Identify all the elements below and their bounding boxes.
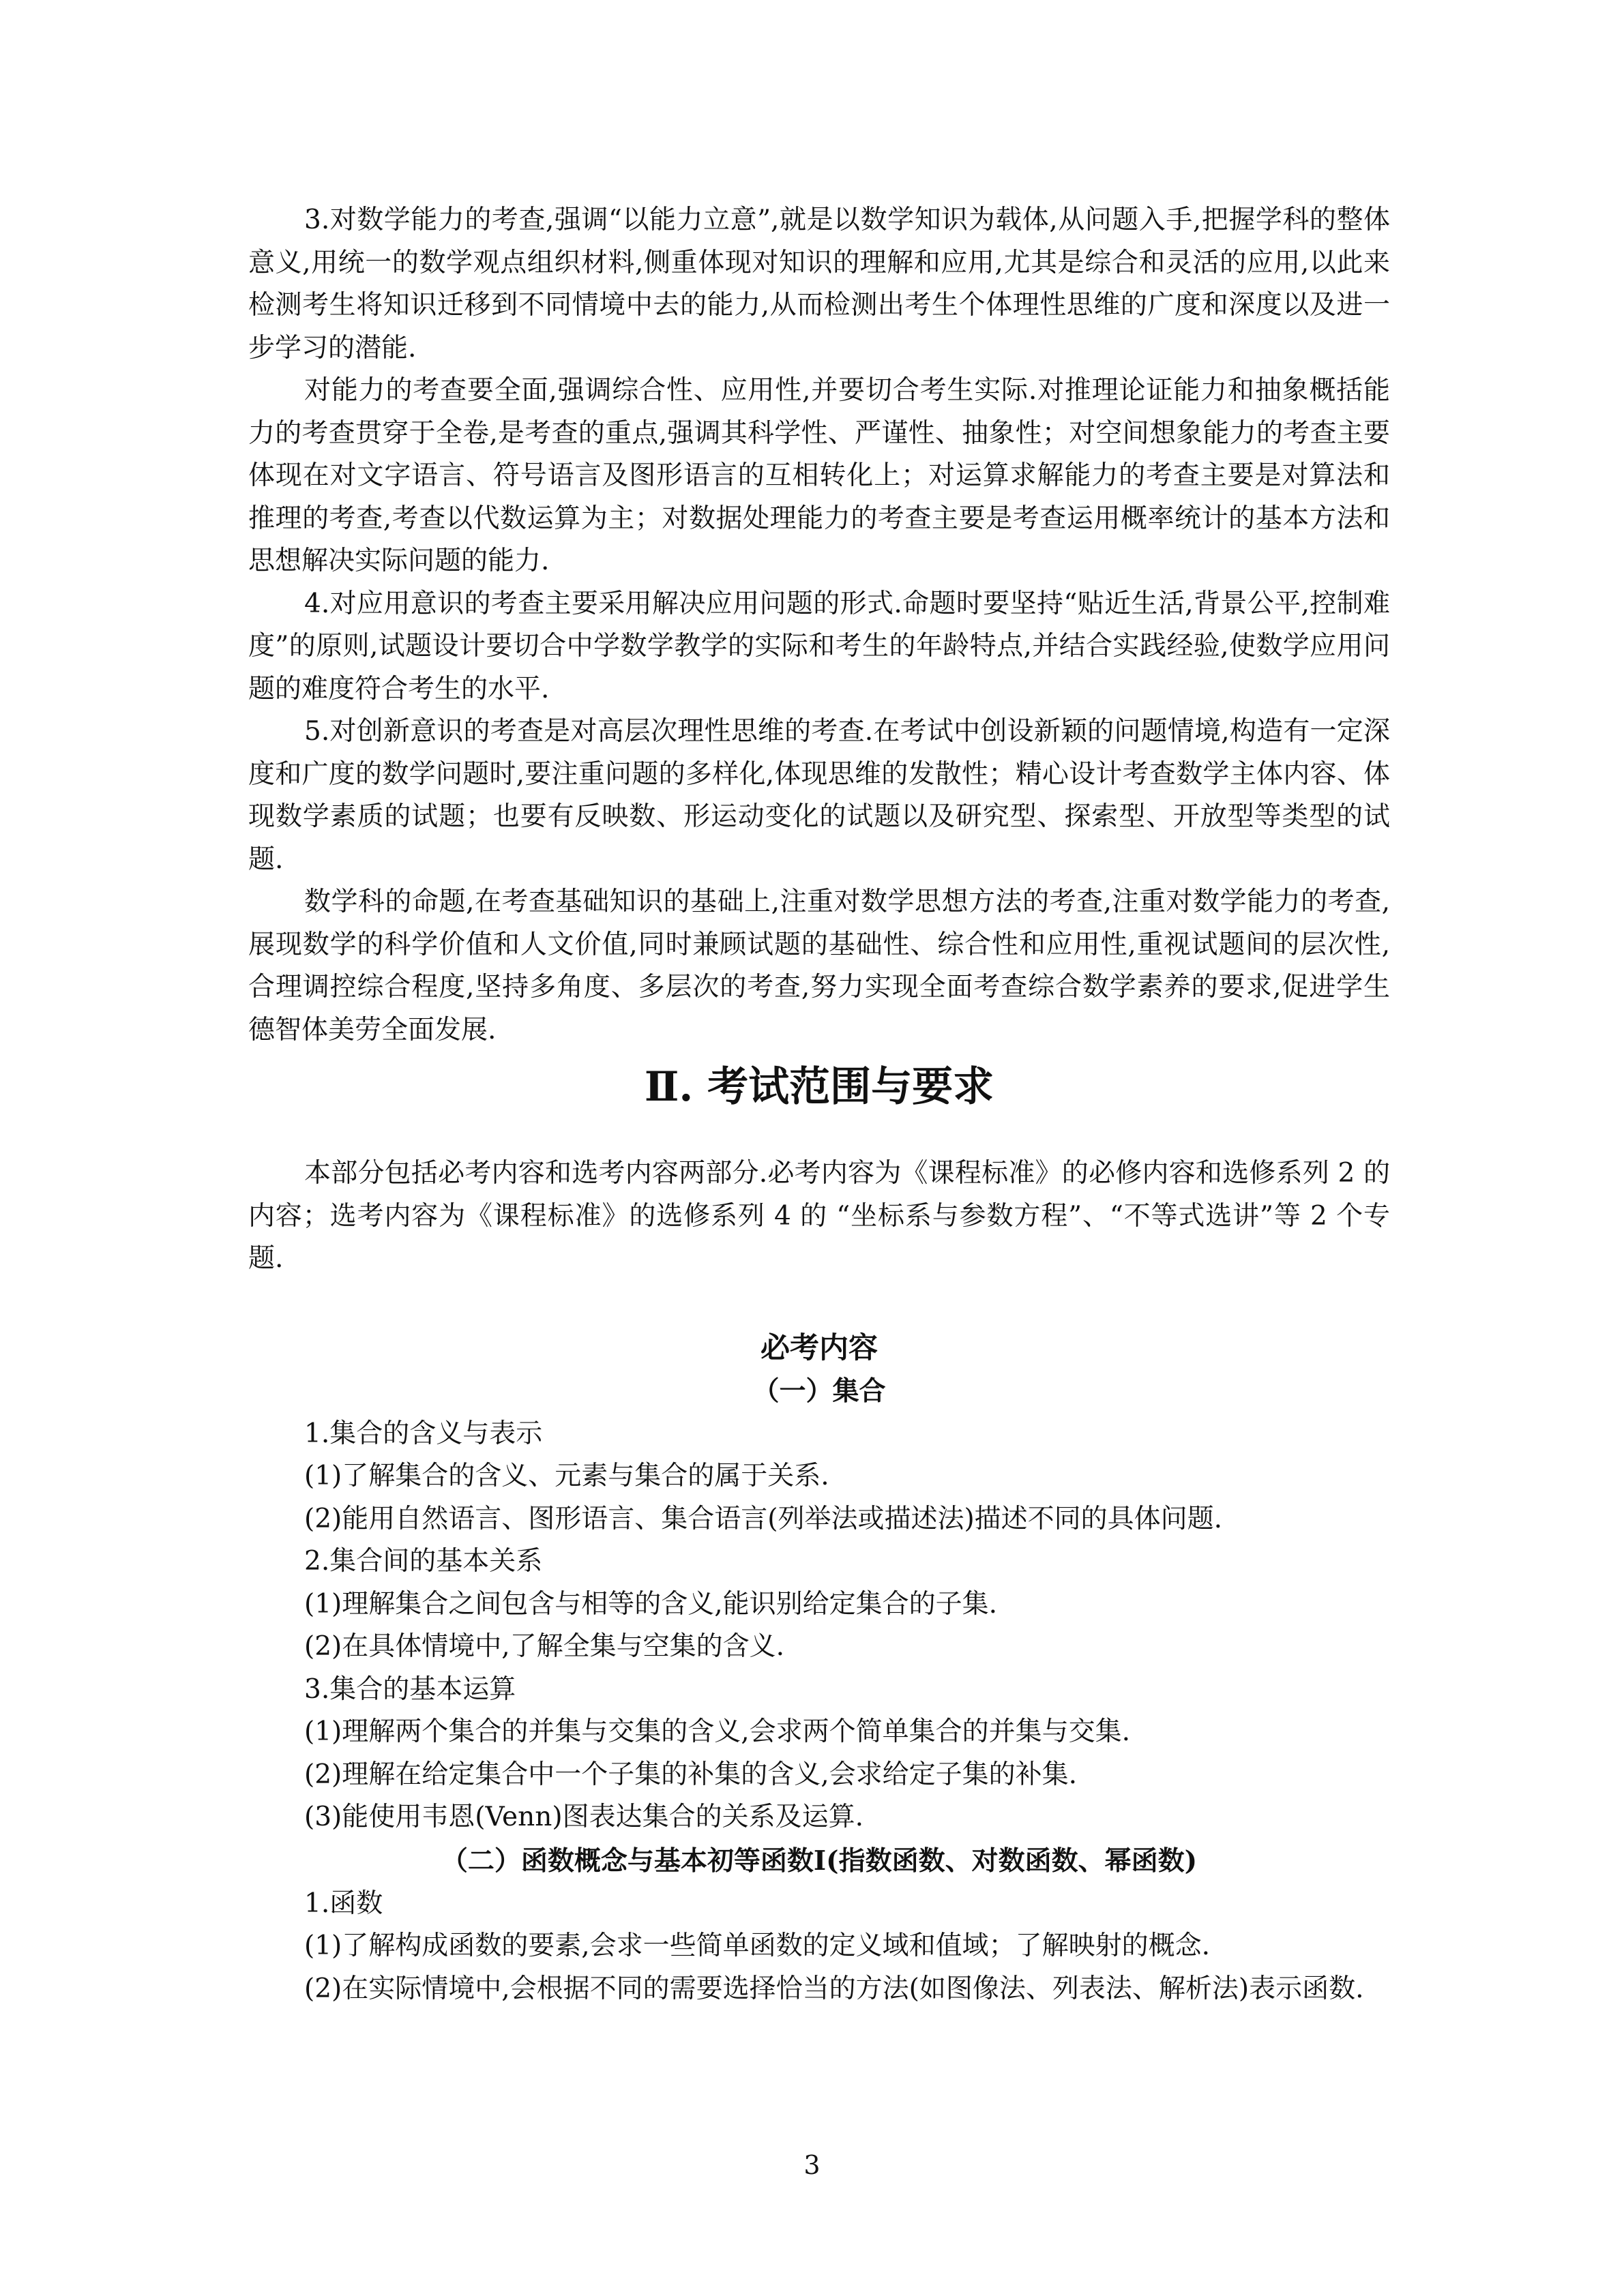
list-item: 2.集合间的基本关系 [304, 1546, 543, 1577]
list-item: 3.集合的基本运算 [304, 1673, 516, 1705]
page-number: 3 [803, 2150, 821, 2180]
part2-title: （二）函数概念与基本初等函数Ⅰ(指数函数、对数函数、幂函数) [441, 1845, 1198, 1877]
paragraph-proposition-summary: 数学科的命题,在考查基础知识的基础上,注重对数学思想方法的考查,注重对数学能力的考查,展现数学的科学价值和人文价值,同时兼顾试题的基础性、综合性和应用性,重视试题间的层次性,合理调控综合程度,坚持多角度、多层次的考查,努力实现全面考查综合数学素养的要求,促进学生德智体美劳全面发展. [248, 886, 1390, 1045]
list-item: (2)在具体情境中,了解全集与空集的含义. [304, 1631, 785, 1662]
list-item: (1)理解集合之间包含与相等的含义,能识别给定集合的子集. [304, 1588, 998, 1620]
paragraph-application-awareness: 4.对应用意识的考查主要采用解决应用问题的形式.命题时要坚持“贴近生活,背景公平,控制难度”的原则,试题设计要切合中学数学教学的实际和考生的年龄特点,并结合实践经验,使数学应用问题的难度符合考生的水平. [248, 588, 1390, 704]
page-content [248, 199, 1390, 2010]
list-item: 1.集合的含义与表示 [304, 1418, 543, 1449]
section-title: Ⅱ. 考试范围与要求 [644, 1063, 994, 1111]
list-item: (1)了解构成函数的要素,会求一些简单函数的定义域和值域；了解映射的概念. [304, 1930, 1211, 1961]
list-item: (3)能使用韦恩(Venn)图表达集合的关系及运算. [304, 1802, 863, 1832]
list-item: 1.函数 [304, 1888, 383, 1919]
list-item: (2)理解在给定集合中一个子集的补集的含义,会求给定子集的补集. [304, 1759, 1078, 1790]
list-item: (1)了解集合的含义、元素与集合的属于关系. [304, 1461, 829, 1491]
paragraph-math-ability: 3.对数学能力的考查,强调“以能力立意”,就是以数学知识为载体,从问题入手,把握学科的整体意义,用统一的数学观点组织材料,侧重体现对知识的理解和应用,尤其是综合和灵活的应用,以此来检测考生将知识迁移到不同情境中去的能力,从而检测出考生个体理性思维的广度和深度以及进一步学习的潜能. [248, 205, 1390, 363]
list-item: (2)能用自然语言、图形语言、集合语言(列举法或描述法)描述不同的具体问题. [304, 1503, 1223, 1534]
section-intro: 本部分包括必考内容和选考内容两部分.必考内容为《课程标准》的必修内容和选修系列 2 的内容；选考内容为《课程标准》的选修系列 4 的 “坐标系与参数方程”、“不等式选讲”等 2 个专题. [248, 1158, 1390, 1274]
list-item-wrapped: (2)在实际情境中,会根据不同的需要选择恰当的方法(如图像法、列表法、解析法)表示函数. [304, 1973, 1364, 2004]
part1-title: （一）集合 [752, 1375, 886, 1407]
paragraph-innovation-awareness: 5.对创新意识的考查是对高层次理性思维的考查.在考试中创设新颖的问题情境,构造有一定深度和广度的数学问题时,要注重问题的多样化,体现思维的发散性；精心设计考查数学主体内容、体现数学素质的试题；也要有反映数、形运动变化的试题以及研究型、探索型、开放型等类型的试题. [248, 716, 1390, 875]
subsection-title: 必考内容 [761, 1330, 878, 1365]
paragraph-ability-assessment: 对能力的考查要全面,强调综合性、应用性,并要切合考生实际.对推理论证能力和抽象概括能力的考查贯穿于全卷,是考查的重点,强调其科学性、严谨性、抽象性；对空间想象能力的考查主要体现在对文字语言、符号语言及图形语言的互相转化上；对运算求解能力的考查主要是对算法和推理的考查,考查以代数运算为主；对数据处理能力的考查主要是考查运用概率统计的基本方法和思想解决实际问题的能力. [248, 375, 1390, 576]
list-item: (1)理解两个集合的并集与交集的含义,会求两个简单集合的并集与交集. [304, 1716, 1131, 1747]
